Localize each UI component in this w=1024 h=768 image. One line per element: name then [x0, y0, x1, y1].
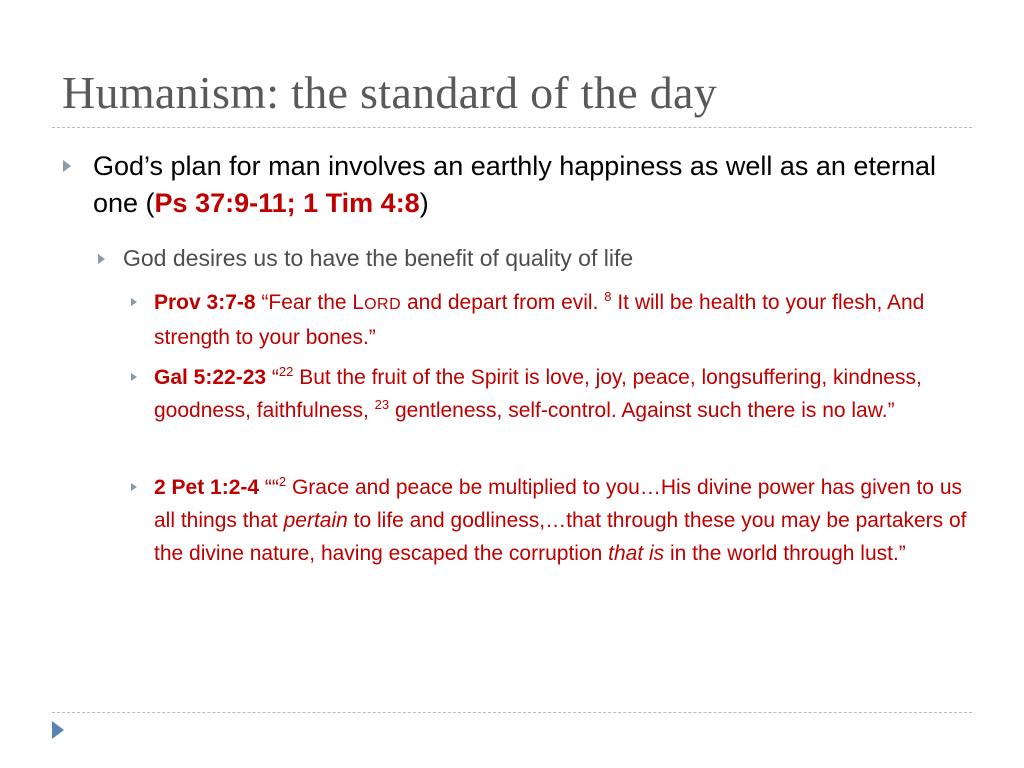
- verse-text: in the world through lust.”: [664, 542, 906, 565]
- verse-item-gal: [154, 361, 974, 427]
- verse-text: “Fear the L: [255, 291, 365, 314]
- bullet-level2: God desires us to have the benefit of quality of life: [123, 245, 634, 271]
- triangle-bullet-icon: [98, 254, 105, 264]
- bullet1-text: God’s plan for man involves an earthly happiness as well as an eternal one (: [93, 151, 936, 218]
- verse-text: and depart from evil.: [401, 291, 605, 314]
- footer-divider: [52, 712, 972, 713]
- verse-smallcaps: ORD: [364, 296, 402, 313]
- slide-title: Humanism: the standard of the day: [62, 67, 718, 118]
- bullet1-close: ): [419, 188, 429, 218]
- verse-text: Grace and peace be multiplied to you…His divine power has given to us all things that: [154, 476, 963, 532]
- triangle-bullet-icon: [131, 298, 137, 306]
- verse-text: to life and godliness,…that through these you may be partakers of the divine nature, having escaped the corruption: [154, 509, 967, 565]
- verse-item-prov: [154, 286, 974, 354]
- next-slide-arrow-icon[interactable]: [52, 721, 64, 739]
- verse-ref: 2 Pet 1:2-4: [154, 476, 260, 499]
- verse-number: 8: [604, 289, 612, 304]
- bullet1-refs: Ps 37:9-11; 1 Tim 4:8: [154, 188, 420, 218]
- verse-text: “: [266, 366, 279, 389]
- verse-number: 2: [278, 474, 287, 489]
- verse-number: 23: [374, 397, 390, 412]
- verse-text: ““: [259, 476, 279, 499]
- triangle-bullet-icon: [131, 483, 137, 491]
- triangle-bullet-icon: [131, 373, 137, 381]
- verse-italic: that is: [608, 542, 665, 565]
- verse-text: It will be health to your flesh, And strength to your bones.”: [154, 291, 925, 349]
- bullet-level1: [93, 148, 973, 222]
- verse-text: gentleness, self-control. Against such there is no law.”: [389, 399, 895, 422]
- triangle-bullet-icon: [63, 160, 71, 172]
- verse-italic: pertain: [283, 509, 348, 532]
- verse-text: But the fruit of the Spirit is love, joy, peace, longsuffering, kindness, goodness, faithfulness,: [154, 366, 922, 422]
- verse-ref: Gal 5:22-23: [154, 366, 267, 389]
- verse-number: 22: [278, 364, 294, 379]
- title-divider: [52, 127, 972, 128]
- verse-ref: Prov 3:7-8: [154, 291, 256, 314]
- verse-item-pet: [154, 471, 974, 570]
